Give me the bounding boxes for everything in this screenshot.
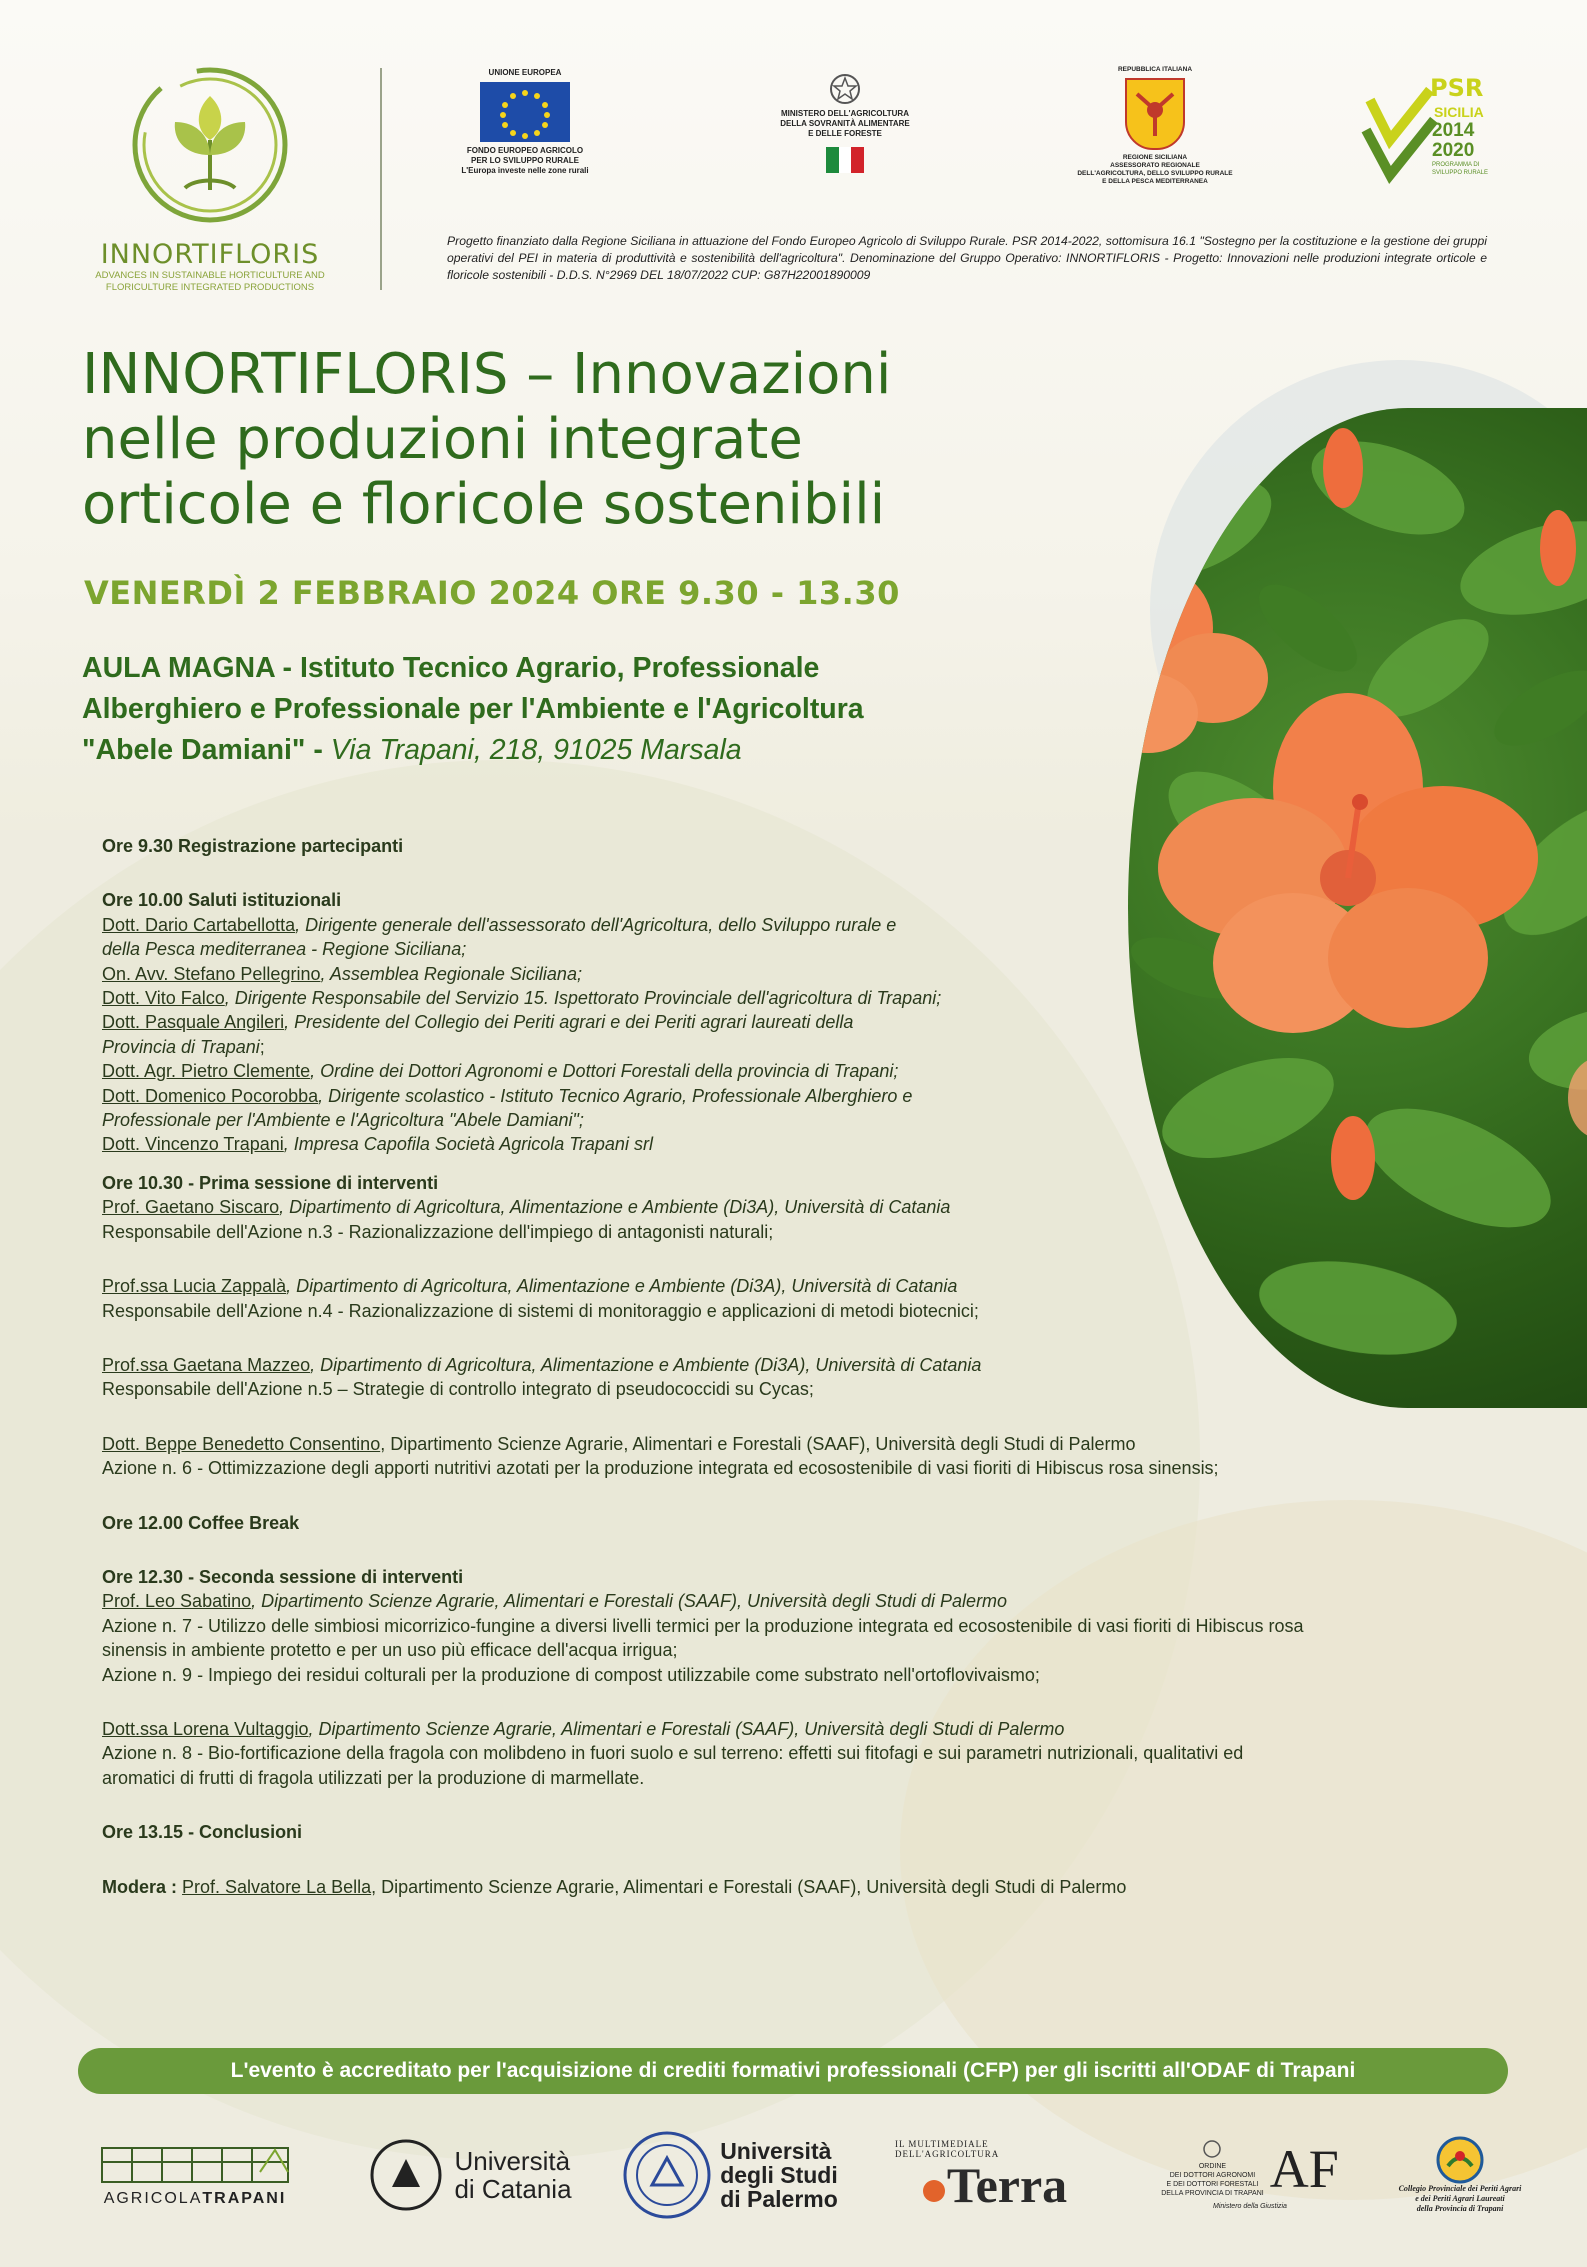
- regione-siciliana-logo: [1070, 66, 1240, 186]
- catania-seal-icon: [368, 2137, 444, 2213]
- funding-statement: Progetto finanziato dalla Regione Siciliana in attuazione del Fondo Europeo Agricolo di Sviluppo Rurale. PSR 2014-2022, sottomisura 16.1 "Sostegno per la costituzione e la gestione dei gruppi operativi del PEI in materia di produttività e sostenibilità dell'agricoltura". Denominazione del Gruppo Operativo: INNORTIFLORIS - Progetto: Innovazioni nelle produzioni integrate orticole e floricole sostenibili - D.D.S. N°2969 DEL 18/07/2022 CUP: G87H22001890009: [447, 234, 1487, 282]
- region-name: E DELLA PESCA MEDITERRANEA: [1102, 178, 1208, 185]
- palermo-seal-icon: [622, 2130, 712, 2220]
- psr-label: PSR: [1430, 74, 1484, 102]
- leaf-circle-icon: [125, 60, 295, 230]
- ministry-name: E DELLE FORESTE: [808, 129, 882, 138]
- program-conclusions: Ore 13.15 - Conclusioni: [102, 1822, 303, 1843]
- speaker-line: Prof. Gaetano Siscaro, Dipartimento di Agricoltura, Alimentazione e Ambiente (Di3A), Università di Catania: [102, 1197, 951, 1218]
- region-label: REPUBBLICA ITALIANA: [1117, 66, 1193, 73]
- orange-fruit-icon: [923, 2180, 945, 2202]
- republic-emblem-icon: [1202, 2139, 1222, 2159]
- program-section-heading: Ore 12.30 - Seconda sessione di interventi: [102, 1566, 464, 1587]
- program-registration: Ore 9.30 Registrazione partecipanti: [102, 836, 404, 856]
- psr-year: 2020: [1432, 140, 1475, 161]
- eu-logo: [430, 68, 620, 176]
- collegio-emblem-icon: [1436, 2136, 1484, 2184]
- eu-fund: PER LO SVILUPPO RURALE: [470, 156, 579, 165]
- program-section-heading: Ore 10.30 - Prima sessione di interventi: [102, 1172, 439, 1193]
- program-coffee-break: Ore 12.00 Coffee Break: [102, 1512, 300, 1533]
- eu-motto: L'Europa investe nelle zone rurali: [461, 166, 589, 175]
- speaker-line: Prof.ssa Gaetana Mazzeo, Dipartimento di Agricoltura, Alimentazione e Ambiente (Di3A), Università di Catania: [102, 1354, 982, 1375]
- psr-check-icon: [1360, 80, 1440, 190]
- region-name: DELL'AGRICOLTURA, DELLO SVILUPPO RURALE: [1077, 170, 1233, 177]
- event-date: VENERDÌ 2 FEBBRAIO 2024 ORE 9.30 - 13.30: [84, 574, 900, 612]
- program-section-heading: Ore 10.00 Saluti istituzionali: [102, 890, 342, 911]
- eu-fund: FONDO EUROPEO AGRICOLO: [466, 146, 584, 155]
- speaker-line: Prof.ssa Lucia Zappalà, Dipartimento di Agricoltura, Alimentazione e Ambiente (Di3A), Università di Catania: [102, 1276, 958, 1297]
- speaker-line: della Pesca mediterranea - Regione Siciliana;: [102, 939, 467, 960]
- talk-description: Azione n. 9 - Impiego dei residui colturali per la produzione di compost utilizzabile come substrato nell'ortoflovivaismo;: [102, 1664, 1040, 1685]
- psr-region: SICILIA: [1434, 104, 1484, 120]
- talk-description: sinensis in ambiente protetto e per un uso più efficace dell'acqua irrigua;: [102, 1640, 678, 1661]
- cfp-accreditation-banner: L'evento è accreditato per l'acquisizione di crediti formativi professionali (CFP) per gli iscritti all'ODAF di Trapani: [78, 2048, 1508, 2094]
- speaker-line: Dott. Agr. Pietro Clemente, Ordine dei Dottori Agronomi e Dottori Forestali della provincia di Trapani;: [102, 1061, 899, 1082]
- speaker-line: Dott. Vincenzo Trapani, Impresa Capofila Società Agricola Trapani srl: [102, 1134, 653, 1155]
- terra-logo: IL MULTIMEDIALE DELL'AGRICOLTURA Terra: [895, 2139, 1068, 2213]
- speaker-line: Dott. Beppe Benedetto Consentino, Dipartimento Scienze Agrarie, Alimentari e Forestali (SAAF), Università degli Studi di Palermo: [102, 1433, 1136, 1454]
- speaker-line: Dott. Dario Cartabellotta, Dirigente generale dell'assessorato dell'Agricoltura, dello Sviluppo rurale e: [102, 914, 897, 935]
- moderator-line: Modera : Prof. Salvatore La Bella, Dipartimento Scienze Agrarie, Alimentari e Forestali (SAAF), Università degli Studi di Palermo: [102, 1876, 1127, 1897]
- talk-description: Responsabile dell'Azione n.4 - Razionalizzazione di sistemi di monitoraggio e applicazioni di metodi biotecnici;: [102, 1300, 979, 1321]
- region-name: REGIONE SICILIANA: [1122, 154, 1188, 161]
- universita-palermo-logo: Università degli Studi di Palermo: [620, 2130, 840, 2220]
- speaker-line: Dott. Pasquale Angileri, Presidente del Collegio dei Periti agrari e dei Periti agrari laureati della: [102, 1012, 854, 1033]
- psr-program: PROGRAMMA DI: [1432, 162, 1480, 168]
- collegio-periti-agrari-logo: Collegio Provinciale dei Periti Agrari e dei Periti Agrari Laureati della Provincia di Trapani: [1385, 2130, 1535, 2220]
- eu-label: UNIONE EUROPEA: [488, 68, 562, 77]
- speaker-line: Professionale per l'Ambiente e l'Agricoltura "Abele Damiani";: [102, 1110, 584, 1131]
- speaker-line: Dott. Domenico Pocorobba, Dirigente scolastico - Istituto Tecnico Agrario, Professionale Alberghiero e: [102, 1085, 913, 1106]
- ministry-name: DELLA SOVRANITÀ ALIMENTARE: [780, 119, 910, 128]
- talk-description: Azione n. 7 - Utilizzo delle simbiosi micorrizico-fungine a diversi livelli termici per la produzione integrata ed ecosostenibile di vasi fioriti di Hibiscus rosa: [102, 1615, 1304, 1636]
- universita-catania-logo: Università di Catania: [360, 2130, 580, 2220]
- odaf-trapani-logo: ORDINE DEI DOTTORI AGRONOMI E DEI DOTTORI FORESTALI DELLA PROVINCIA DI TRAPANI AF Ministero della Giustizia: [1161, 2138, 1339, 2210]
- speaker-line: Provincia di Trapani;: [102, 1036, 265, 1057]
- af-monogram: AF: [1269, 2138, 1339, 2199]
- region-name: ASSESSORATO REGIONALE: [1110, 162, 1200, 169]
- talk-description: Azione n. 8 - Bio-fortificazione della fragola con molibdeno in fuori suolo e sul terreno: effetti sui fitofagi e sui parametri nutrizionali, qualitativi ed: [102, 1743, 1244, 1764]
- event-program: [102, 834, 1542, 1899]
- republic-emblem-icon: [828, 72, 862, 106]
- ministry-name: MINISTERO DELL'AGRICOLTURA: [781, 109, 909, 118]
- psr-program: SVILUPPO RURALE: [1432, 170, 1489, 176]
- speaker-line: Prof. Leo Sabatino, Dipartimento Scienze Agrarie, Alimentari e Forestali (SAAF), Università degli Studi di Palermo: [102, 1591, 1008, 1612]
- psr-sicilia-logo: [1360, 70, 1520, 200]
- innortifloris-logo: [80, 60, 340, 294]
- agricola-trapani-logo: AGRICOLATRAPANI: [95, 2130, 295, 2220]
- ministry-logo: [745, 72, 945, 173]
- talk-description: aromatici di frutti di fragola utilizzati per la produzione di marmellate.: [102, 1767, 645, 1788]
- event-venue: AULA MAGNA - Istituto Tecnico Agrario, Professionale Alberghiero e Professionale per l'Ambiente e l'Agricoltura "Abele Damiani" - Via Trapani, 218, 91025 Marsala: [82, 652, 864, 766]
- greenhouse-grid-icon: [100, 2142, 290, 2186]
- talk-description: Responsabile dell'Azione n.3 - Razionalizzazione dell'impiego di antagonisti naturali;: [102, 1221, 774, 1242]
- page-title: INNORTIFLORIS – Innovazioni nelle produzioni integrate orticole e floricole sostenibili: [82, 342, 892, 537]
- logo-title: INNORTIFLORIS: [100, 239, 320, 270]
- speaker-line: Dott. Vito Falco, Dirigente Responsabile del Servizio 15. Ispettorato Provinciale dell'agricoltura di Trapani;: [102, 988, 942, 1009]
- logo-subtitle: FLORICULTURE INTEGRATED PRODUCTIONS: [105, 282, 315, 293]
- logo-subtitle: ADVANCES IN SUSTAINABLE HORTICULTURE AND: [95, 270, 325, 281]
- talk-description: Responsabile dell'Azione n.5 – Strategie di controllo integrato di pseudococcidi su Cycas;: [102, 1379, 814, 1400]
- trinacria-shield-icon: [1125, 78, 1185, 150]
- speaker-line: Dott.ssa Lorena Vultaggio, Dipartimento Scienze Agrarie, Alimentari e Forestali (SAAF), Università degli Studi di Palermo: [102, 1718, 1065, 1739]
- header-divider: [380, 68, 382, 290]
- eu-flag-icon: [480, 82, 570, 142]
- talk-description: Azione n. 6 - Ottimizzazione degli apporti nutritivi azotati per la produzione integrata ed ecosostenibile di vasi fioriti di Hibiscus rosa sinensis;: [102, 1458, 1219, 1479]
- italian-flag-icon: [826, 147, 864, 173]
- speaker-line: On. Avv. Stefano Pellegrino, Assemblea Regionale Siciliana;: [102, 963, 582, 984]
- psr-year: 2014: [1432, 120, 1475, 141]
